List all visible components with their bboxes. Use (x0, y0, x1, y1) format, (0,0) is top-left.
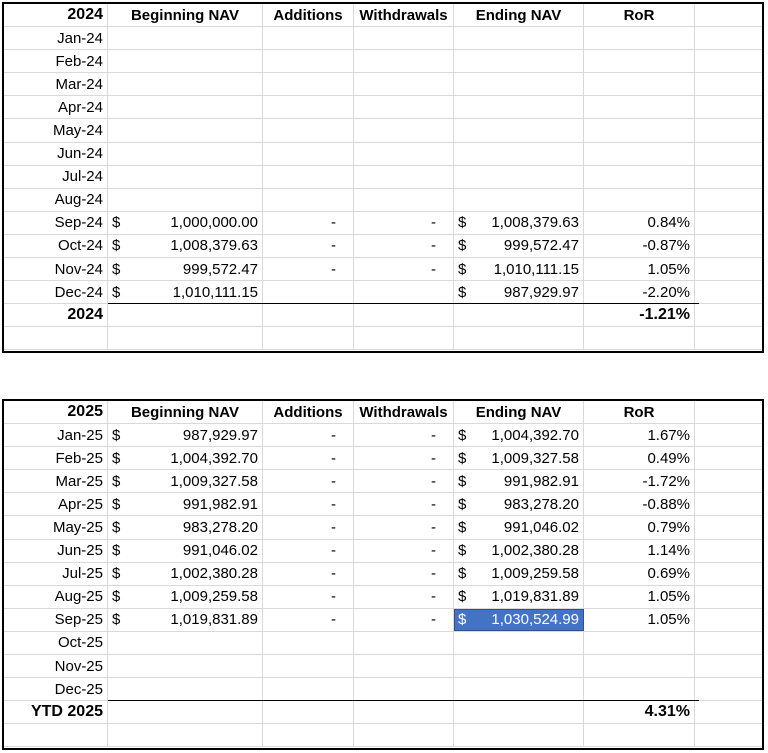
withdrawals-cell[interactable] (354, 166, 454, 188)
beginning-nav-value: 1,010,111.15 (172, 283, 258, 301)
withdrawals-cell[interactable] (354, 96, 454, 118)
beginning-nav-cell[interactable] (108, 655, 263, 677)
currency-symbol: $ (458, 283, 467, 301)
ending-nav-cell-selected[interactable] (454, 609, 584, 631)
withdrawals-cell[interactable]: - (354, 212, 454, 234)
additions-header-cell[interactable]: Additions (263, 4, 354, 26)
month-cell[interactable]: Apr-24 (4, 96, 108, 118)
currency-symbol: $ (458, 519, 467, 537)
empty-cell[interactable] (354, 304, 454, 326)
table-row (4, 73, 762, 96)
empty-cell[interactable] (454, 724, 584, 746)
month-cell[interactable]: May-25 (4, 516, 108, 538)
ending-nav-value: 991,982.91 (503, 472, 579, 490)
table-row (4, 447, 762, 470)
ending-nav-value: 1,004,392.70 (491, 426, 579, 444)
beginning-nav-value: 1,000,000.00 (170, 214, 258, 232)
ror-cell[interactable] (584, 96, 695, 118)
ending-nav-cell[interactable] (454, 447, 584, 469)
table-row (4, 632, 762, 655)
withdrawals-cell[interactable] (354, 50, 454, 72)
beginning-nav-value: 991,982.91 (182, 495, 258, 513)
additions-cell[interactable]: - (263, 470, 354, 492)
empty-row (4, 724, 762, 747)
currency-symbol: $ (112, 519, 121, 537)
ending-nav-cell[interactable] (454, 678, 584, 700)
withdrawals-cell[interactable]: - (354, 470, 454, 492)
empty-cell[interactable] (695, 701, 762, 723)
empty-cell[interactable] (695, 678, 762, 700)
ror-cell[interactable]: 1.14% (584, 540, 695, 562)
beginning-nav-value: 1,002,380.28 (170, 565, 258, 583)
month-cell[interactable]: Nov-24 (4, 258, 108, 280)
additions-cell[interactable] (263, 50, 354, 72)
month-cell[interactable]: Mar-24 (4, 73, 108, 95)
ending-nav-cell[interactable] (454, 143, 584, 165)
empty-cell[interactable] (695, 73, 762, 95)
additions-cell[interactable] (263, 632, 354, 654)
table-row (4, 655, 762, 678)
empty-cell[interactable] (695, 470, 762, 492)
ror-cell[interactable] (584, 73, 695, 95)
table-row (4, 166, 762, 189)
empty-cell[interactable] (263, 701, 354, 723)
withdrawals-header-cell[interactable]: Withdrawals (354, 4, 454, 26)
ror-cell[interactable]: 0.69% (584, 563, 695, 585)
ror-cell[interactable]: -0.87% (584, 235, 695, 257)
empty-cell[interactable] (354, 724, 454, 746)
empty-cell[interactable] (695, 96, 762, 118)
withdrawals-cell[interactable]: - (354, 447, 454, 469)
total-row (4, 701, 762, 724)
spreadsheet-grid (4, 401, 762, 748)
beginning-nav-value: 991,046.02 (182, 542, 258, 560)
currency-symbol: $ (112, 565, 121, 583)
empty-cell[interactable] (695, 50, 762, 72)
empty-cell[interactable] (4, 327, 108, 349)
currency-symbol: $ (112, 214, 121, 232)
ending-nav-cell[interactable] (454, 470, 584, 492)
empty-cell[interactable] (454, 701, 584, 723)
month-cell[interactable]: Jul-25 (4, 563, 108, 585)
beginning-nav-cell[interactable] (108, 586, 263, 608)
currency-symbol: $ (112, 588, 121, 606)
withdrawals-cell[interactable] (354, 281, 454, 303)
empty-cell[interactable] (454, 327, 584, 349)
month-cell[interactable]: Oct-25 (4, 632, 108, 654)
empty-cell[interactable] (108, 304, 263, 326)
table-row (4, 143, 762, 166)
table-row (4, 516, 762, 539)
beginning-nav-cell[interactable] (108, 447, 263, 469)
month-cell[interactable]: Mar-25 (4, 470, 108, 492)
currency-symbol: $ (458, 472, 467, 490)
ror-cell[interactable] (584, 119, 695, 141)
ror-header-cell[interactable]: RoR (584, 4, 695, 26)
ending-nav-cell[interactable] (454, 189, 584, 211)
currency-symbol: $ (112, 495, 121, 513)
ending-nav-cell[interactable] (454, 586, 584, 608)
table-row (4, 678, 762, 701)
table-row (4, 281, 762, 304)
ending-nav-cell[interactable] (454, 96, 584, 118)
ending-nav-cell[interactable] (454, 655, 584, 677)
additions-cell[interactable] (263, 655, 354, 677)
ending-nav-cell[interactable] (454, 166, 584, 188)
empty-cell[interactable] (695, 724, 762, 746)
empty-cell[interactable] (584, 327, 695, 349)
ending-nav-cell[interactable] (454, 50, 584, 72)
currency-symbol: $ (112, 472, 121, 490)
table-row (4, 189, 762, 212)
month-cell[interactable]: Feb-25 (4, 447, 108, 469)
currency-symbol: $ (112, 426, 121, 444)
empty-cell[interactable] (108, 724, 263, 746)
month-cell[interactable]: Aug-24 (4, 189, 108, 211)
beginning-nav-value: 983,278.20 (182, 519, 258, 537)
table-row (4, 235, 762, 258)
ror-cell[interactable]: -2.20% (584, 281, 695, 303)
ror-cell[interactable] (584, 632, 695, 654)
beginning-nav-cell[interactable] (108, 96, 263, 118)
empty-cell[interactable] (263, 327, 354, 349)
additions-header-cell[interactable]: Additions (263, 401, 354, 423)
ending-nav-value: 1,009,327.58 (491, 449, 579, 467)
currency-symbol: $ (458, 611, 467, 629)
empty-cell[interactable] (454, 304, 584, 326)
month-cell[interactable]: Jul-24 (4, 166, 108, 188)
ending-nav-value: 1,009,259.58 (491, 565, 579, 583)
year-header-cell[interactable]: 2024 (4, 4, 108, 26)
currency-symbol: $ (458, 260, 467, 278)
empty-cell[interactable] (695, 281, 762, 303)
month-cell[interactable]: Jun-25 (4, 540, 108, 562)
ending-nav-cell[interactable] (454, 563, 584, 585)
withdrawals-cell[interactable]: - (354, 516, 454, 538)
table-row (4, 258, 762, 281)
currency-symbol: $ (112, 283, 121, 301)
currency-symbol: $ (458, 565, 467, 583)
beginning-nav-cell[interactable] (108, 166, 263, 188)
currency-symbol: $ (458, 588, 467, 606)
ending-nav-value: 987,929.97 (503, 283, 579, 301)
beginning-nav-cell[interactable] (108, 235, 263, 257)
table-row (4, 424, 762, 447)
ror-cell[interactable]: 1.05% (584, 609, 695, 631)
beginning-nav-value: 1,004,392.70 (170, 449, 258, 467)
currency-symbol: $ (458, 449, 467, 467)
ror-cell[interactable] (584, 678, 695, 700)
spreadsheet-grid (4, 4, 762, 351)
empty-cell[interactable] (695, 327, 762, 349)
beginning-nav-value: 1,019,831.89 (170, 611, 258, 629)
ending-nav-cell[interactable] (454, 258, 584, 280)
empty-cell[interactable] (695, 563, 762, 585)
month-cell[interactable]: Aug-25 (4, 586, 108, 608)
table-row (4, 540, 762, 563)
ror-cell[interactable] (584, 189, 695, 211)
month-cell[interactable]: May-24 (4, 119, 108, 141)
ending-nav-cell[interactable] (454, 632, 584, 654)
beginning-nav-cell[interactable] (108, 609, 263, 631)
empty-cell[interactable] (695, 166, 762, 188)
table-row (4, 563, 762, 586)
withdrawals-cell[interactable] (354, 632, 454, 654)
beginning-nav-value: 1,009,327.58 (170, 472, 258, 490)
additions-cell[interactable]: - (263, 258, 354, 280)
table-row (4, 470, 762, 493)
ending-nav-cell[interactable] (454, 424, 584, 446)
empty-cell[interactable] (263, 724, 354, 746)
ending-nav-cell[interactable] (454, 27, 584, 49)
empty-cell[interactable] (263, 304, 354, 326)
empty-cell[interactable] (354, 327, 454, 349)
additions-cell[interactable]: - (263, 212, 354, 234)
empty-cell[interactable] (584, 724, 695, 746)
withdrawals-cell[interactable] (354, 119, 454, 141)
ending-nav-value: 1,019,831.89 (491, 588, 579, 606)
beginning-nav-value: 1,009,259.58 (170, 588, 258, 606)
currency-symbol: $ (112, 449, 121, 467)
empty-cell[interactable] (695, 235, 762, 257)
ending-nav-cell[interactable] (454, 119, 584, 141)
ror-cell[interactable] (584, 143, 695, 165)
beginning-nav-cell[interactable] (108, 119, 263, 141)
currency-symbol: $ (112, 611, 121, 629)
currency-symbol: $ (112, 542, 121, 560)
table-row (4, 609, 762, 632)
empty-cell[interactable] (695, 632, 762, 654)
additions-cell[interactable] (263, 96, 354, 118)
table-row (4, 586, 762, 609)
ending-nav-value: 1,002,380.28 (491, 542, 579, 560)
currency-symbol: $ (112, 260, 121, 278)
total-separator-line (108, 303, 699, 304)
ending-nav-cell[interactable] (454, 73, 584, 95)
ending-nav-cell[interactable] (454, 212, 584, 234)
empty-cell[interactable] (695, 516, 762, 538)
additions-cell[interactable] (263, 119, 354, 141)
beginning-nav-cell[interactable] (108, 189, 263, 211)
beginning-nav-cell[interactable] (108, 540, 263, 562)
currency-symbol: $ (458, 237, 467, 255)
month-cell[interactable]: Jan-25 (4, 424, 108, 446)
empty-cell[interactable] (354, 701, 454, 723)
additions-cell[interactable]: - (263, 540, 354, 562)
beginning-nav-cell[interactable] (108, 632, 263, 654)
month-cell[interactable]: Sep-24 (4, 212, 108, 234)
beginning-nav-value: 987,929.97 (182, 426, 258, 444)
ending-nav-cell[interactable] (454, 235, 584, 257)
additions-cell[interactable]: - (263, 586, 354, 608)
empty-cell[interactable] (695, 212, 762, 234)
empty-cell[interactable] (695, 609, 762, 631)
empty-cell[interactable] (108, 327, 263, 349)
beginning-nav-cell[interactable] (108, 281, 263, 303)
ending-nav-value: 983,278.20 (503, 495, 579, 513)
month-cell[interactable]: Dec-24 (4, 281, 108, 303)
empty-row (4, 327, 762, 350)
withdrawals-cell[interactable] (354, 655, 454, 677)
ending-nav-cell[interactable] (454, 493, 584, 515)
ror-header-cell[interactable]: RoR (584, 401, 695, 423)
withdrawals-header-cell[interactable]: Withdrawals (354, 401, 454, 423)
header-row (4, 4, 762, 27)
ending-nav-cell[interactable] (454, 540, 584, 562)
table-row (4, 50, 762, 73)
withdrawals-cell[interactable]: - (354, 586, 454, 608)
additions-cell[interactable]: - (263, 493, 354, 515)
withdrawals-cell[interactable] (354, 143, 454, 165)
empty-cell[interactable] (695, 119, 762, 141)
empty-cell[interactable] (695, 493, 762, 515)
empty-cell[interactable] (695, 447, 762, 469)
empty-cell[interactable] (695, 424, 762, 446)
ending-nav-header-cell[interactable]: Ending NAV (454, 4, 584, 26)
beginning-nav-header-cell[interactable]: Beginning NAV (108, 401, 263, 423)
beginning-nav-cell[interactable] (108, 563, 263, 585)
ending-nav-value: 1,030,524.99 (491, 611, 579, 629)
ror-cell[interactable] (584, 166, 695, 188)
month-cell[interactable]: Sep-25 (4, 609, 108, 631)
ending-nav-value: 1,010,111.15 (493, 260, 579, 278)
table-row (4, 27, 762, 50)
ror-cell[interactable]: 1.05% (584, 586, 695, 608)
beginning-nav-cell[interactable] (108, 73, 263, 95)
empty-cell[interactable] (695, 143, 762, 165)
withdrawals-cell[interactable]: - (354, 563, 454, 585)
empty-cell[interactable] (695, 586, 762, 608)
ending-nav-value: 1,008,379.63 (491, 214, 579, 232)
beginning-nav-cell[interactable] (108, 470, 263, 492)
additions-cell[interactable] (263, 281, 354, 303)
ror-cell[interactable] (584, 27, 695, 49)
beginning-nav-cell[interactable] (108, 516, 263, 538)
beginning-nav-cell[interactable] (108, 493, 263, 515)
empty-cell[interactable] (695, 189, 762, 211)
beginning-nav-cell[interactable] (108, 678, 263, 700)
table-row (4, 212, 762, 235)
table-row (4, 119, 762, 142)
total-ror-cell[interactable]: -1.21% (584, 304, 695, 326)
withdrawals-cell[interactable]: - (354, 258, 454, 280)
month-cell[interactable]: Jan-24 (4, 27, 108, 49)
additions-cell[interactable]: - (263, 609, 354, 631)
table-row (4, 96, 762, 119)
currency-symbol: $ (458, 426, 467, 444)
ror-cell[interactable]: -1.72% (584, 470, 695, 492)
beginning-nav-cell[interactable] (108, 50, 263, 72)
total-label-cell[interactable]: 2024 (4, 304, 108, 326)
month-cell[interactable]: Oct-24 (4, 235, 108, 257)
withdrawals-cell[interactable] (354, 678, 454, 700)
year-header-cell[interactable]: 2025 (4, 401, 108, 423)
withdrawals-cell[interactable]: - (354, 235, 454, 257)
empty-cell[interactable] (695, 540, 762, 562)
table-row (4, 493, 762, 516)
additions-cell[interactable]: - (263, 235, 354, 257)
ror-cell[interactable]: 0.84% (584, 212, 695, 234)
empty-cell[interactable] (695, 655, 762, 677)
withdrawals-cell[interactable] (354, 73, 454, 95)
additions-cell[interactable] (263, 27, 354, 49)
beginning-nav-cell[interactable] (108, 258, 263, 280)
additions-cell[interactable] (263, 678, 354, 700)
withdrawals-cell[interactable] (354, 189, 454, 211)
ror-cell[interactable]: 1.05% (584, 258, 695, 280)
withdrawals-cell[interactable] (354, 27, 454, 49)
header-row (4, 401, 762, 424)
ror-cell[interactable]: 0.49% (584, 447, 695, 469)
nav-table-2025 (2, 399, 764, 750)
ror-cell[interactable]: 0.79% (584, 516, 695, 538)
empty-cell[interactable] (695, 304, 762, 326)
beginning-nav-cell[interactable] (108, 27, 263, 49)
ror-cell[interactable]: 1.67% (584, 424, 695, 446)
beginning-nav-cell[interactable] (108, 143, 263, 165)
additions-cell[interactable]: - (263, 424, 354, 446)
additions-cell[interactable] (263, 166, 354, 188)
additions-cell[interactable]: - (263, 447, 354, 469)
ending-nav-header-cell[interactable]: Ending NAV (454, 401, 584, 423)
currency-symbol: $ (112, 237, 121, 255)
ending-nav-cell[interactable] (454, 516, 584, 538)
withdrawals-cell[interactable]: - (354, 424, 454, 446)
additions-cell[interactable] (263, 73, 354, 95)
ror-cell[interactable] (584, 50, 695, 72)
month-cell[interactable]: Feb-24 (4, 50, 108, 72)
beginning-nav-header-cell[interactable]: Beginning NAV (108, 4, 263, 26)
empty-cell[interactable] (695, 258, 762, 280)
additions-cell[interactable] (263, 189, 354, 211)
ending-nav-value: 999,572.47 (503, 237, 579, 255)
month-cell[interactable]: Nov-25 (4, 655, 108, 677)
month-cell[interactable]: Dec-25 (4, 678, 108, 700)
beginning-nav-cell[interactable] (108, 212, 263, 234)
withdrawals-cell[interactable]: - (354, 540, 454, 562)
additions-cell[interactable]: - (263, 563, 354, 585)
nav-table-2024 (2, 2, 764, 353)
ending-nav-value: 991,046.02 (503, 519, 579, 537)
currency-symbol: $ (458, 542, 467, 560)
currency-symbol: $ (458, 495, 467, 513)
total-label-cell[interactable]: YTD 2025 (4, 701, 108, 723)
empty-cell[interactable] (695, 401, 762, 423)
withdrawals-cell[interactable]: - (354, 493, 454, 515)
ror-cell[interactable] (584, 655, 695, 677)
ror-cell[interactable]: -0.88% (584, 493, 695, 515)
total-row (4, 304, 762, 327)
ending-nav-cell[interactable] (454, 281, 584, 303)
currency-symbol: $ (458, 214, 467, 232)
month-cell[interactable]: Apr-25 (4, 493, 108, 515)
withdrawals-cell[interactable]: - (354, 609, 454, 631)
empty-cell[interactable] (4, 724, 108, 746)
beginning-nav-value: 1,008,379.63 (170, 237, 258, 255)
beginning-nav-cell[interactable] (108, 424, 263, 446)
additions-cell[interactable]: - (263, 516, 354, 538)
empty-cell[interactable] (695, 27, 762, 49)
total-ror-cell[interactable]: 4.31% (584, 701, 695, 723)
empty-cell[interactable] (695, 4, 762, 26)
month-cell[interactable]: Jun-24 (4, 143, 108, 165)
empty-cell[interactable] (108, 701, 263, 723)
additions-cell[interactable] (263, 143, 354, 165)
beginning-nav-value: 999,572.47 (182, 260, 258, 278)
total-separator-line (108, 700, 699, 701)
